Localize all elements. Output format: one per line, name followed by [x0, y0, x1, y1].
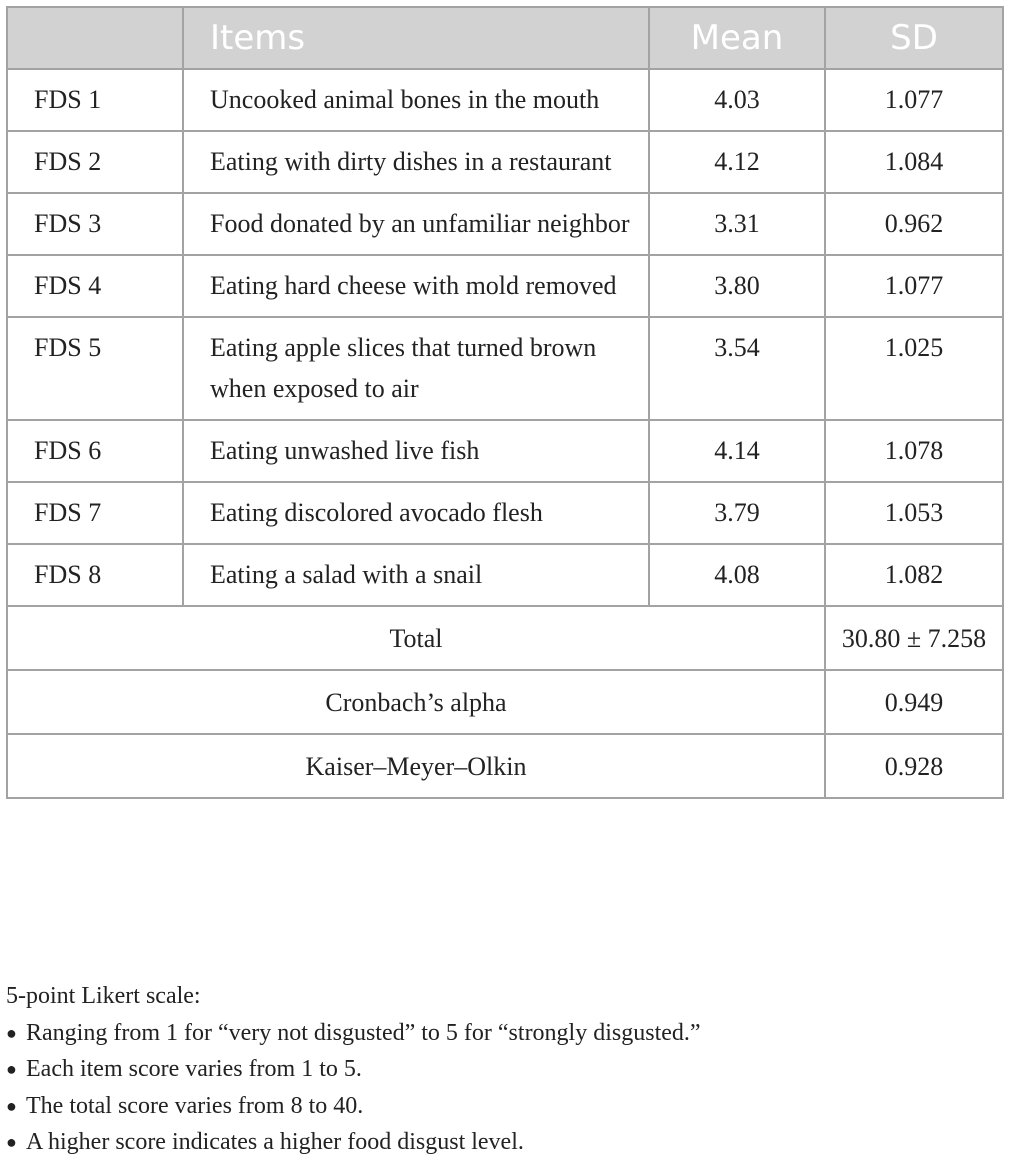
row-item: Eating unwashed live fish: [183, 420, 649, 482]
table-row: [7, 255, 1003, 317]
summary-row-total: [7, 606, 1003, 670]
row-sd: 1.025: [825, 317, 1003, 420]
row-item: Eating apple slices that turned brown when exposed to air: [183, 317, 649, 420]
row-mean: 4.03: [649, 69, 825, 131]
header-mean: Mean: [649, 7, 825, 69]
bullet-icon: ●: [6, 1132, 17, 1152]
bullet-icon: ●: [6, 1095, 17, 1116]
summary-label: Cronbach’s alpha: [7, 670, 825, 734]
food-disgust-scale-table: [6, 6, 1004, 799]
footnote-intro: 5-point Likert scale:: [6, 983, 201, 1009]
table-row: [7, 131, 1003, 193]
row-item: Uncooked animal bones in the mouth: [183, 69, 649, 131]
fds-table-container: [6, 6, 1002, 799]
row-item: Eating with dirty dishes in a restaurant: [183, 131, 649, 193]
row-item: Eating discolored avocado flesh: [183, 482, 649, 544]
row-item: Food donated by an unfamiliar neighbor: [183, 193, 649, 255]
summary-label: Kaiser–Meyer–Olkin: [7, 734, 825, 798]
row-sd: 1.077: [825, 255, 1003, 317]
header-items: Items: [183, 7, 649, 69]
table-footnotes: [6, 978, 1002, 1161]
bullet-icon: ●: [6, 1059, 17, 1079]
footnote-item: [6, 1124, 1002, 1161]
row-code: FDS 5: [7, 317, 183, 420]
row-mean: 3.80: [649, 255, 825, 317]
footnote-text: Ranging from 1 for “very not disgusted” to 5 for “strongly disgusted.”: [26, 1019, 701, 1046]
table-row: [7, 69, 1003, 131]
row-code: FDS 2: [7, 131, 183, 193]
summary-row-kmo: [7, 734, 1003, 798]
footnote-list: [6, 1015, 1002, 1161]
row-code: FDS 7: [7, 482, 183, 544]
row-sd: 1.078: [825, 420, 1003, 482]
row-mean: 3.54: [649, 317, 825, 420]
row-mean: 4.14: [649, 420, 825, 482]
table-row: [7, 420, 1003, 482]
row-sd: 1.082: [825, 544, 1003, 606]
row-code: FDS 6: [7, 420, 183, 482]
header-code: [7, 7, 183, 69]
row-code: FDS 8: [7, 544, 183, 606]
row-mean: 4.08: [649, 544, 825, 606]
row-item: Eating hard cheese with mold removed: [183, 255, 649, 317]
summary-value: 30.80 ± 7.258: [825, 606, 1003, 670]
summary-label: Total: [7, 606, 825, 670]
row-sd: 1.084: [825, 131, 1003, 193]
summary-value: 0.949: [825, 670, 1003, 734]
table-header-row: [7, 7, 1003, 69]
summary-row-cronbach: [7, 670, 1003, 734]
header-sd: SD: [825, 7, 1003, 69]
footnote-text: Each item score varies from 1 to 5.: [26, 1056, 362, 1082]
row-code: FDS 4: [7, 255, 183, 317]
row-mean: 3.31: [649, 193, 825, 255]
row-mean: 4.12: [649, 131, 825, 193]
row-sd: 1.077: [825, 69, 1003, 131]
footnote-text: A higher score indicates a higher food disgust level.: [26, 1129, 524, 1155]
footnote-item: [6, 1051, 1002, 1088]
row-code: FDS 3: [7, 193, 183, 255]
table-row: [7, 482, 1003, 544]
table-row: [7, 317, 1003, 420]
table-row: [7, 193, 1003, 255]
row-item: Eating a salad with a snail: [183, 544, 649, 606]
row-code: FDS 1: [7, 69, 183, 131]
footnote-item: [6, 1015, 1002, 1052]
footnote-text: The total score varies from 8 to 40.: [26, 1092, 364, 1119]
table-row: [7, 544, 1003, 606]
row-sd: 0.962: [825, 193, 1003, 255]
summary-value: 0.928: [825, 734, 1003, 798]
row-mean: 3.79: [649, 482, 825, 544]
row-sd: 1.053: [825, 482, 1003, 544]
bullet-icon: ●: [6, 1022, 17, 1043]
footnote-item: [6, 1088, 1002, 1125]
